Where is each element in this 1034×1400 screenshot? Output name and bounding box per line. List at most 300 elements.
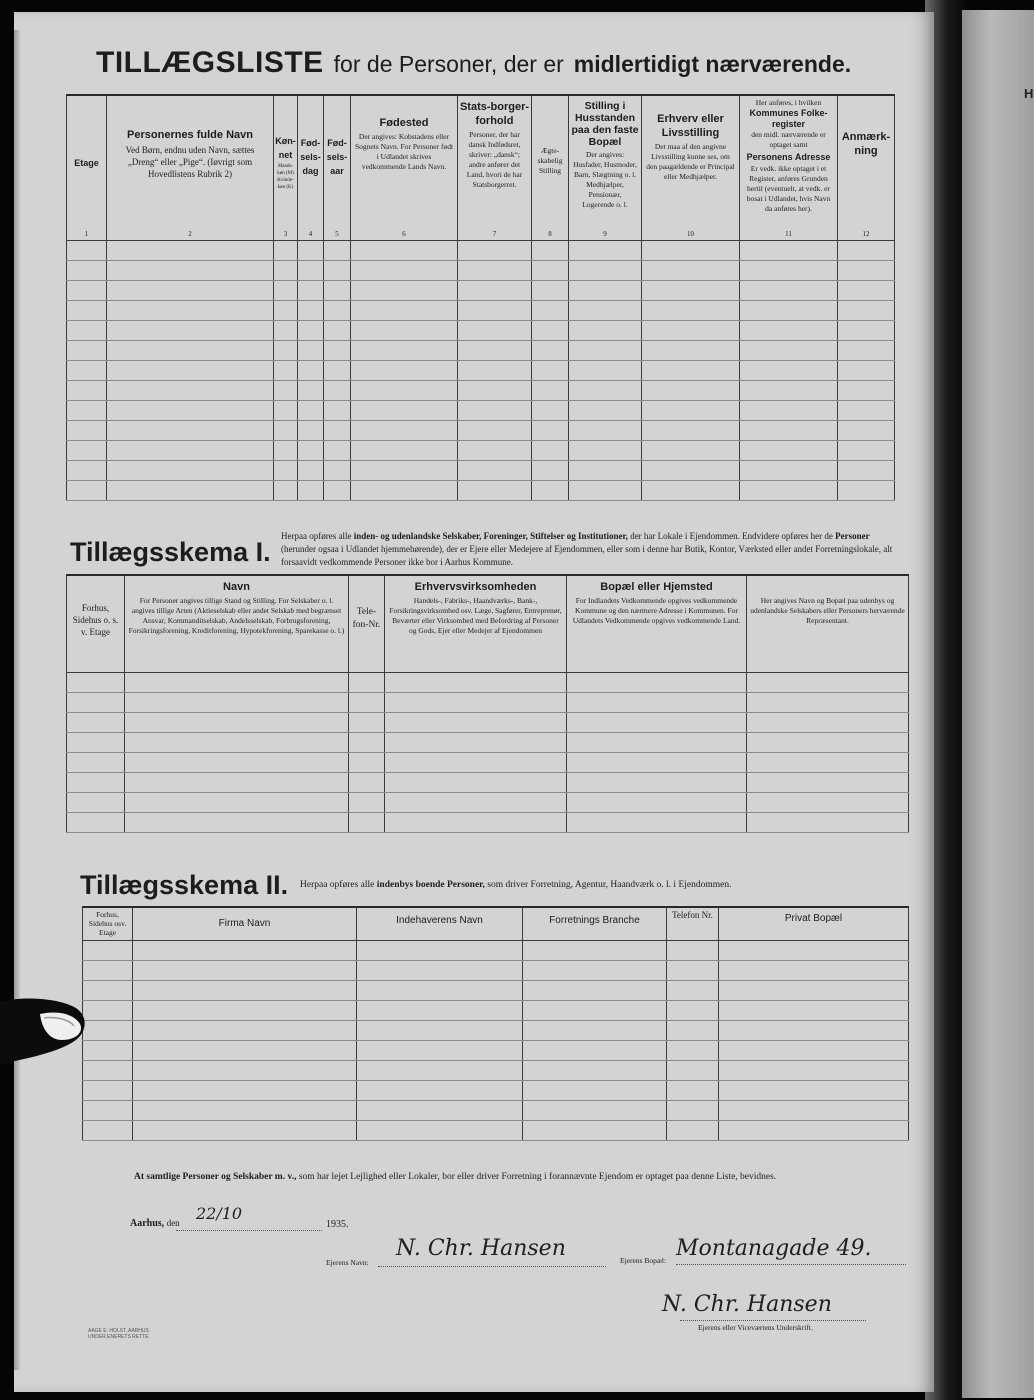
schedule-one-title: Tillægsskema I. xyxy=(70,537,271,567)
table-cell xyxy=(67,753,125,773)
table-cell xyxy=(274,241,298,261)
table-cell xyxy=(133,981,357,1001)
table-cell xyxy=(569,241,642,261)
table-cell xyxy=(532,261,569,281)
table-cell xyxy=(298,401,324,421)
table-cell xyxy=(385,793,567,813)
page-edge-shadow xyxy=(14,30,20,1370)
table-cell xyxy=(298,361,324,381)
table-cell xyxy=(133,961,357,981)
table-cell xyxy=(385,813,567,833)
table-cell xyxy=(324,381,351,401)
table-cell xyxy=(83,1101,133,1121)
table-cell xyxy=(351,441,458,461)
table-cell xyxy=(567,673,747,693)
printer-imprint: AAGE E. HOLST, AARHUS UNDER ENERETS RETTE xyxy=(88,1328,149,1340)
table-cell xyxy=(107,321,274,341)
table-row xyxy=(83,961,909,981)
table-row xyxy=(83,1001,909,1021)
table-cell xyxy=(838,481,895,501)
table-cell xyxy=(351,421,458,441)
table-row xyxy=(67,713,909,733)
table-cell xyxy=(740,261,838,281)
table-cell xyxy=(569,321,642,341)
table-cell xyxy=(274,361,298,381)
table-cell xyxy=(569,381,642,401)
owner-name-dotline xyxy=(378,1266,606,1267)
schedule-two-rows xyxy=(83,941,909,1141)
main-register-rows xyxy=(67,241,895,501)
table-cell xyxy=(523,1041,667,1061)
table-cell xyxy=(523,1081,667,1101)
table-cell xyxy=(458,401,532,421)
table-cell xyxy=(523,981,667,1001)
col-citizenship: Stats-borger-forhold Personer, der har dansk Indfødsret, skriver: „dansk“; andre anfører det Land, hvori de har Statsborgerret. 7 xyxy=(458,95,532,241)
table-cell xyxy=(133,1041,357,1061)
table-cell xyxy=(324,261,351,281)
table-cell xyxy=(349,733,385,753)
table-cell xyxy=(324,441,351,461)
table-cell xyxy=(719,1101,909,1121)
table-cell xyxy=(298,341,324,361)
table-cell xyxy=(569,361,642,381)
table-cell xyxy=(532,461,569,481)
table-cell xyxy=(67,793,125,813)
table-cell xyxy=(667,1001,719,1021)
table-cell xyxy=(642,261,740,281)
table-cell xyxy=(357,1061,523,1081)
table-cell xyxy=(107,421,274,441)
table-cell xyxy=(532,301,569,321)
table-cell xyxy=(642,341,740,361)
table-cell xyxy=(667,1081,719,1101)
table-cell xyxy=(642,381,740,401)
table-cell xyxy=(133,941,357,961)
col-marital-status: Ægte-skabelig Stilling 8 xyxy=(532,95,569,241)
table-cell xyxy=(523,1001,667,1021)
table-row xyxy=(67,813,909,833)
table-cell xyxy=(747,753,909,773)
table-cell xyxy=(458,481,532,501)
table-cell xyxy=(133,1081,357,1101)
table-cell xyxy=(351,321,458,341)
col-birthplace: Fødested Der angives: Kobstadens eller Sognets Navn. For Personer født i Udlandet skrives vedkommende Lands Navn. 6 xyxy=(351,95,458,241)
s2-col-private-residence: Privat Bopæl xyxy=(719,907,909,941)
table-cell xyxy=(532,341,569,361)
col-registry-address: Her anføres, i hvilken Kommunes Folke-register den midl. nærværende er optaget samt Personens Adresse Er vedk. ikke optaget i et Register, anføres Grunden hertil (eventuelt, at vedk. er bosat i Udlandet, hvis Navn da anføres her). 11 xyxy=(740,95,838,241)
table-cell xyxy=(838,441,895,461)
table-cell xyxy=(107,361,274,381)
col-birth-year: Fød-sels-aar 5 xyxy=(324,95,351,241)
table-row xyxy=(67,321,895,341)
table-cell xyxy=(667,981,719,1001)
table-cell xyxy=(298,281,324,301)
table-row xyxy=(67,341,895,361)
table-cell xyxy=(523,1101,667,1121)
table-cell xyxy=(567,793,747,813)
table-cell xyxy=(532,421,569,441)
table-cell xyxy=(747,693,909,713)
table-row xyxy=(67,261,895,281)
table-row xyxy=(67,241,895,261)
table-cell xyxy=(298,321,324,341)
table-cell xyxy=(719,1081,909,1101)
table-cell xyxy=(125,713,349,733)
table-cell xyxy=(107,301,274,321)
s1-col-representative: Her angives Navn og Bopæl paa udenbys og udenlandske Selskabers eller Personers herværende Repræsentant. xyxy=(747,575,909,673)
table-cell xyxy=(719,1041,909,1061)
table-cell xyxy=(532,481,569,501)
main-register-table xyxy=(66,94,895,501)
table-cell xyxy=(357,1101,523,1121)
table-cell xyxy=(351,461,458,481)
table-cell xyxy=(458,261,532,281)
table-cell xyxy=(349,673,385,693)
table-cell xyxy=(532,361,569,381)
table-cell xyxy=(747,673,909,693)
table-cell xyxy=(274,441,298,461)
table-cell xyxy=(324,401,351,421)
table-cell xyxy=(642,441,740,461)
table-cell xyxy=(458,341,532,361)
table-cell xyxy=(569,261,642,281)
table-row xyxy=(83,1081,909,1101)
table-cell xyxy=(642,241,740,261)
table-cell xyxy=(298,421,324,441)
table-cell xyxy=(532,381,569,401)
table-cell xyxy=(125,773,349,793)
schedule-two-title: Tillægsskema II. xyxy=(80,870,289,900)
table-row xyxy=(67,793,909,813)
facing-page-edge xyxy=(962,10,1034,1398)
table-cell xyxy=(349,753,385,773)
table-cell xyxy=(567,713,747,733)
table-row xyxy=(67,733,909,753)
table-cell xyxy=(67,461,107,481)
table-cell xyxy=(107,441,274,461)
table-cell xyxy=(747,813,909,833)
table-cell xyxy=(642,421,740,441)
table-cell xyxy=(667,941,719,961)
place-line: Aarhus, den xyxy=(130,1218,180,1229)
table-cell xyxy=(324,281,351,301)
table-cell xyxy=(838,301,895,321)
table-cell xyxy=(125,693,349,713)
table-cell xyxy=(357,961,523,981)
table-cell xyxy=(642,281,740,301)
owner-address-label: Ejerens Bopæl: xyxy=(620,1256,667,1265)
table-cell xyxy=(351,261,458,281)
signature-label: Ejerens eller Viceværtens Underskrift. xyxy=(698,1323,813,1332)
table-cell xyxy=(740,441,838,461)
table-cell xyxy=(357,1121,523,1141)
table-cell xyxy=(642,361,740,381)
table-cell xyxy=(523,1021,667,1041)
table-cell xyxy=(67,713,125,733)
table-cell xyxy=(83,1081,133,1101)
table-cell xyxy=(298,461,324,481)
certification-statement: At samtlige Personer og Selskaber m. v., som har lejet Lejlighed eller Lokaler, bor eller driver Forretning i forannævnte Ejendom er optaget paa denne Liste, bevidnes. xyxy=(134,1172,777,1182)
table-row xyxy=(67,281,895,301)
table-cell xyxy=(642,321,740,341)
table-cell xyxy=(740,341,838,361)
col-etage: Etage 1 xyxy=(67,95,107,241)
s2-col-firm-name: Firma Navn xyxy=(133,907,357,941)
table-cell xyxy=(667,1041,719,1061)
table-cell xyxy=(838,361,895,381)
table-cell xyxy=(523,941,667,961)
schedule-one-instructions: Herpaa opføres alle inden- og udenlandske Selskaber, Foreninger, Stiftelser og Institutioner, der har Lokale i Ejendommen. Endvidere opføres her de Personer (herunder ogsaa i Udlandet hjemmehørende), der er Ejere eller Medejere af Ejendommen, eller som i denne har Butik, Kontor, Værksted eller andet Forretningslokale, alt forsaavidt vedkommende Personer ikke bor i Aarhus Kommune. xyxy=(281,531,893,567)
table-cell xyxy=(125,813,349,833)
table-cell xyxy=(838,381,895,401)
table-row xyxy=(83,1101,909,1121)
table-cell xyxy=(667,1121,719,1141)
col-full-name: Personernes fulde Navn Ved Børn, endnu uden Navn, sættes „Dreng“ eller „Pige“. (Iøvrigt som Hovedlistens Rubrik 2) 2 xyxy=(107,95,274,241)
table-cell xyxy=(667,1101,719,1121)
table-cell xyxy=(838,241,895,261)
table-cell xyxy=(642,461,740,481)
table-cell xyxy=(351,241,458,261)
table-cell xyxy=(569,461,642,481)
table-cell xyxy=(458,381,532,401)
table-cell xyxy=(83,1121,133,1141)
col-gender: Køn-net Mands-køn (M) Kvinde-køn (K) 3 xyxy=(274,95,298,241)
table-row xyxy=(67,381,895,401)
s2-col-branch: Forretnings Branche xyxy=(523,907,667,941)
table-cell xyxy=(67,673,125,693)
date-dotline xyxy=(176,1230,322,1231)
table-cell xyxy=(385,693,567,713)
table-cell xyxy=(274,281,298,301)
col-household-position: Stilling i Husstanden paa den faste Bopæl Der angives: Husfader, Husmoder, Barn, Slægtning o. l. Medhjælper, Pensionær, Logerende o. l. 9 xyxy=(569,95,642,241)
table-cell xyxy=(107,241,274,261)
table-cell xyxy=(324,421,351,441)
table-cell xyxy=(324,241,351,261)
table-cell xyxy=(349,713,385,733)
table-cell xyxy=(667,1021,719,1041)
table-cell xyxy=(719,1021,909,1041)
table-cell xyxy=(523,1121,667,1141)
table-cell xyxy=(740,241,838,261)
table-cell xyxy=(274,321,298,341)
handwritten-signature: N. Chr. Hansen xyxy=(662,1292,832,1317)
table-cell xyxy=(357,1021,523,1041)
owner-name-label: Ejerens Navn: xyxy=(326,1258,369,1267)
table-cell xyxy=(458,321,532,341)
facing-page-letter: H xyxy=(1024,86,1034,101)
table-cell xyxy=(532,441,569,461)
table-cell xyxy=(458,281,532,301)
table-cell xyxy=(298,261,324,281)
table-cell xyxy=(719,941,909,961)
table-cell xyxy=(569,281,642,301)
table-cell xyxy=(83,1061,133,1081)
table-cell xyxy=(569,301,642,321)
table-cell xyxy=(107,281,274,301)
table-cell xyxy=(642,301,740,321)
table-cell xyxy=(740,321,838,341)
table-row xyxy=(67,421,895,441)
table-row xyxy=(67,753,909,773)
table-cell xyxy=(274,401,298,421)
table-row xyxy=(83,1061,909,1081)
table-cell xyxy=(740,361,838,381)
table-row xyxy=(67,361,895,381)
table-cell xyxy=(458,441,532,461)
table-cell xyxy=(274,381,298,401)
table-cell xyxy=(532,281,569,301)
table-row xyxy=(83,1041,909,1061)
s2-col-floor: Forhus, Sidehus osv. Etage xyxy=(83,907,133,941)
s2-col-phone: Telefon Nr. xyxy=(667,907,719,941)
table-cell xyxy=(357,941,523,961)
s1-col-name: Navn For Personer angives tillige Stand og Stilling. For Selskaber o. l. angives tillige Arten (Aktieselskab eller andet Selskab med begrænset Ansvar, Kommanditselskab, Andelsselskab, Forbrugsforening, Forsikringsforening, Kreditforening, Hypotekforening, Sparekasse o. l.) xyxy=(125,575,349,673)
table-cell xyxy=(324,461,351,481)
table-cell xyxy=(567,813,747,833)
table-cell xyxy=(740,301,838,321)
year-label: 1935. xyxy=(326,1219,349,1230)
table-cell xyxy=(740,421,838,441)
table-cell xyxy=(458,241,532,261)
table-cell xyxy=(67,693,125,713)
table-cell xyxy=(569,401,642,421)
table-cell xyxy=(67,421,107,441)
table-cell xyxy=(838,341,895,361)
col-remarks: Anmærk-ning 12 xyxy=(838,95,895,241)
table-cell xyxy=(274,421,298,441)
table-cell xyxy=(747,713,909,733)
table-cell xyxy=(83,941,133,961)
table-cell xyxy=(125,753,349,773)
table-cell xyxy=(569,421,642,441)
table-cell xyxy=(324,321,351,341)
handwritten-owner-address: Montanagade 49. xyxy=(676,1236,872,1261)
table-cell xyxy=(838,461,895,481)
table-cell xyxy=(719,1061,909,1081)
title-text: for de Personer, der er xyxy=(333,51,564,77)
table-cell xyxy=(569,441,642,461)
table-cell xyxy=(719,1121,909,1141)
table-cell xyxy=(107,401,274,421)
table-cell xyxy=(274,301,298,321)
s1-col-residence: Bopæl eller Hjemsted For Indlandets Vedkommende opgives vedkommende Kommune og den nærmere Adresse i Kommunen. For Udlandets Vedkommende opgives vedkommende Land. xyxy=(567,575,747,673)
table-cell xyxy=(298,241,324,261)
table-cell xyxy=(67,361,107,381)
table-cell xyxy=(567,773,747,793)
title-emphasis: midlertidigt nærværende. xyxy=(573,51,852,77)
table-cell xyxy=(349,693,385,713)
table-cell xyxy=(838,401,895,421)
s1-col-phone: Tele-fon-Nr. xyxy=(349,575,385,673)
table-cell xyxy=(385,773,567,793)
table-row xyxy=(67,301,895,321)
table-cell xyxy=(458,421,532,441)
table-cell xyxy=(298,381,324,401)
table-row xyxy=(67,401,895,421)
table-cell xyxy=(458,361,532,381)
table-cell xyxy=(67,241,107,261)
table-cell xyxy=(107,481,274,501)
table-cell xyxy=(67,341,107,361)
thumb-in-frame xyxy=(0,996,90,1076)
table-cell xyxy=(349,773,385,793)
table-cell xyxy=(125,673,349,693)
table-cell xyxy=(67,441,107,461)
s1-col-business: Erhvervsvirksomheden Handels-, Fabriks-, Haandværks-, Bank-, Forsikringsvirksomhed osv. Læge, Sagfører, Entreprenør, Beværter eller Virksomhed med Befordring af Personer og Gods, Ejer eller Medejer af Ejendommen xyxy=(385,575,567,673)
table-cell xyxy=(385,733,567,753)
table-cell xyxy=(274,261,298,281)
table-cell xyxy=(133,1121,357,1141)
table-row xyxy=(83,941,909,961)
table-cell xyxy=(523,961,667,981)
table-row xyxy=(67,441,895,461)
table-cell xyxy=(324,481,351,501)
table-cell xyxy=(351,481,458,501)
table-cell xyxy=(838,421,895,441)
table-cell xyxy=(357,981,523,1001)
table-cell xyxy=(357,1081,523,1101)
table-cell xyxy=(667,1061,719,1081)
table-cell xyxy=(83,1041,133,1061)
title-main: TILLÆGSLISTE xyxy=(96,46,324,79)
col-birth-day: Fød-sels-dag 4 xyxy=(298,95,324,241)
table-cell xyxy=(67,321,107,341)
table-cell xyxy=(569,341,642,361)
table-row xyxy=(67,481,895,501)
table-cell xyxy=(747,773,909,793)
table-cell xyxy=(67,401,107,421)
table-cell xyxy=(740,481,838,501)
table-cell xyxy=(133,1061,357,1081)
owner-address-dotline xyxy=(676,1264,906,1265)
table-cell xyxy=(83,961,133,981)
table-cell xyxy=(349,813,385,833)
table-cell xyxy=(133,1021,357,1041)
table-cell xyxy=(740,461,838,481)
s2-col-owner-name: Indehaverens Navn xyxy=(357,907,523,941)
table-cell xyxy=(107,341,274,361)
table-cell xyxy=(740,281,838,301)
table-row xyxy=(83,1021,909,1041)
table-cell xyxy=(567,693,747,713)
table-cell xyxy=(125,733,349,753)
table-cell xyxy=(569,481,642,501)
table-row xyxy=(67,693,909,713)
table-cell xyxy=(351,401,458,421)
table-cell xyxy=(385,713,567,733)
table-cell xyxy=(107,261,274,281)
table-cell xyxy=(567,753,747,773)
table-cell xyxy=(274,461,298,481)
table-cell xyxy=(351,361,458,381)
table-cell xyxy=(83,981,133,1001)
schedule-one-rows xyxy=(67,673,909,833)
table-cell xyxy=(458,301,532,321)
table-cell xyxy=(324,301,351,321)
table-cell xyxy=(298,441,324,461)
table-cell xyxy=(747,733,909,753)
table-row xyxy=(67,773,909,793)
table-cell xyxy=(385,673,567,693)
table-cell xyxy=(719,981,909,1001)
table-cell xyxy=(567,733,747,753)
signature-dotline xyxy=(680,1320,866,1321)
table-cell xyxy=(107,461,274,481)
table-cell xyxy=(740,401,838,421)
table-cell xyxy=(667,961,719,981)
table-cell xyxy=(385,753,567,773)
table-cell xyxy=(838,321,895,341)
